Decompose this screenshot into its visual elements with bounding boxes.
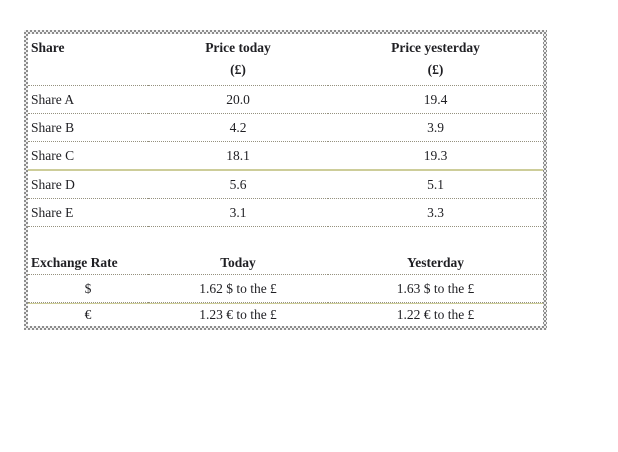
price-today-cell: 5.6 [148,171,328,199]
shares-header-row [28,34,543,86]
currency-symbol-cell: € [28,303,148,326]
table-row-share-a [28,86,543,114]
currency-symbol-cell: $ [28,275,148,303]
table-row-euro-rate [28,303,543,326]
share-name-cell: Share B [28,114,148,142]
table-row-share-d [28,171,543,199]
shares-header-share: Share [28,34,148,86]
price-yesterday-cell: 19.4 [328,86,543,114]
share-prices-table-border [24,30,547,330]
exchange-header-label: Exchange Rate [28,227,148,275]
exchange-header-row [28,227,543,275]
price-yesterday-cell: 5.1 [328,171,543,199]
share-name-cell: Share A [28,86,148,114]
price-today-cell: 4.2 [148,114,328,142]
rate-today-cell: 1.62 $ to the £ [148,275,328,303]
exchange-header-yesterday: Yesterday [328,227,543,275]
table-row-share-e [28,199,543,227]
price-today-unit: (£) [230,61,246,77]
rate-today-cell: 1.23 € to the £ [148,303,328,326]
table-row-share-c [28,142,543,171]
price-yesterday-label: Price yesterday [391,40,480,55]
price-yesterday-cell: 3.3 [328,199,543,227]
price-today-cell: 18.1 [148,142,328,171]
price-yesterday-cell: 19.3 [328,142,543,171]
share-name-cell: Share E [28,199,148,227]
shares-header-price-today [148,34,328,86]
rate-yesterday-cell: 1.63 $ to the £ [328,275,543,303]
price-yesterday-unit: (£) [427,61,444,77]
price-today-cell: 20.0 [148,86,328,114]
share-name-cell: Share C [28,142,148,171]
share-name-cell: Share D [28,171,148,199]
exchange-header-today: Today [148,227,328,275]
price-today-cell: 3.1 [148,199,328,227]
rate-yesterday-cell: 1.22 € to the £ [328,303,543,326]
shares-header-price-yesterday [328,34,543,86]
share-prices-table [28,34,543,326]
price-today-label: Price today [205,40,271,55]
price-yesterday-cell: 3.9 [328,114,543,142]
table-row-share-b [28,114,543,142]
table-row-dollar-rate [28,275,543,303]
